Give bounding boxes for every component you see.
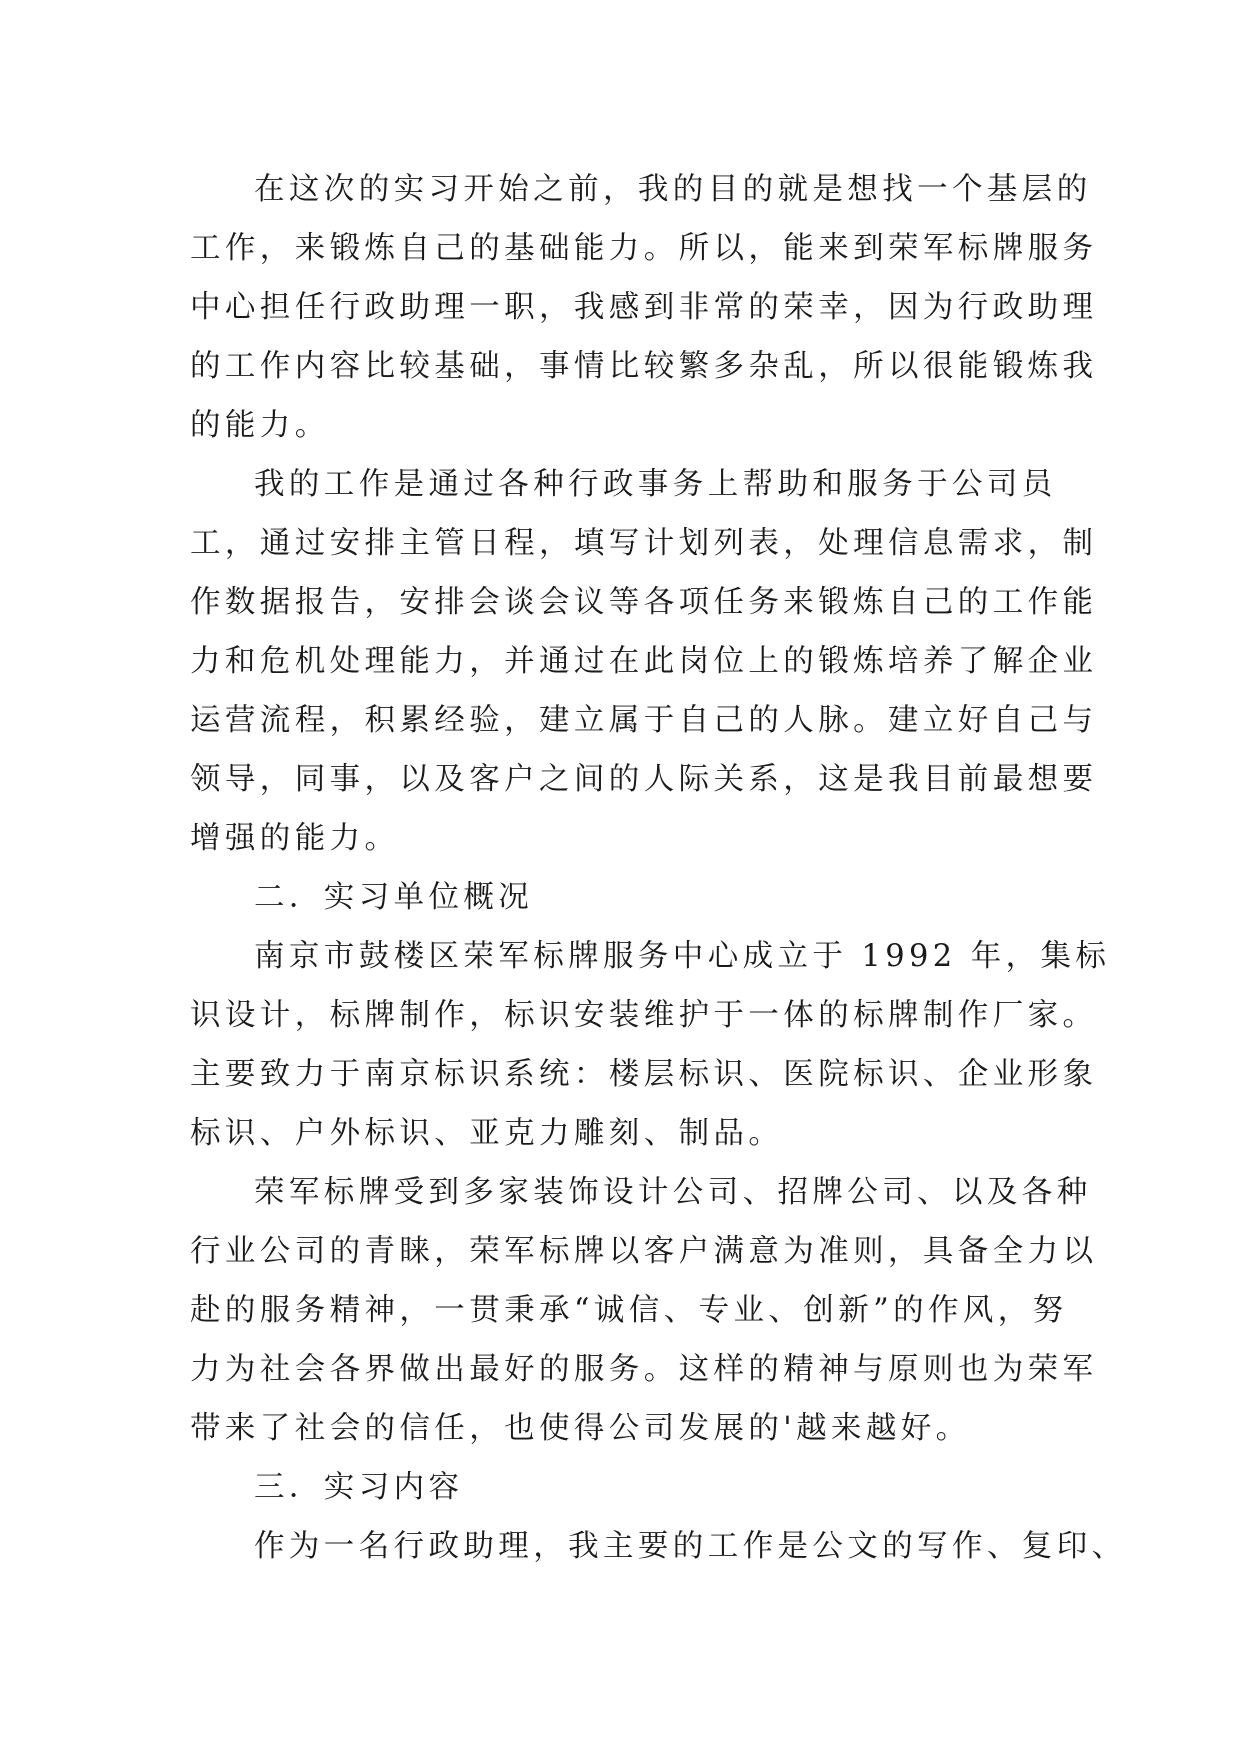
text-line: 作为一名行政助理，我主要的工作是公文的写作、复印、 (254, 1529, 1127, 1564)
text-line: 我的工作是通过各种行政事务上帮助和服务于公司员 (254, 467, 1057, 502)
text-line: 的工作内容比较基础，事情比较繁多杂乱，所以很能锻炼我 (190, 349, 1098, 384)
text-line: 中心担任行政助理一职，我感到非常的荣幸，因为行政助理 (190, 290, 1098, 325)
text-line: 运营流程，积累经验，建立属于自己的人脉。建立好自己与 (190, 703, 1098, 738)
section-heading: 二．实习单位概况 (254, 880, 534, 915)
text-line: 领导，同事，以及客户之间的人际关系，这是我目前最想要 (190, 762, 1098, 797)
section-heading: 三．实习内容 (254, 1470, 464, 1505)
text-line: 标识、户外标识、亚克力雕刻、制品。 (190, 1116, 784, 1151)
text-line: 识设计，标牌制作，标识安装维护于一体的标牌制作厂家。 (190, 998, 1098, 1033)
text-line: 带来了社会的信任，也使得公司发展的'越来越好。 (190, 1411, 971, 1446)
text-line: 工，通过安排主管日程，填写计划列表，处理信息需求，制 (190, 526, 1098, 561)
text-line: 力和危机处理能力，并通过在此岗位上的锻炼培养了解企业 (190, 644, 1098, 679)
text-line: 行业公司的青睐，荣军标牌以客户满意为准则，具备全力以 (190, 1234, 1098, 1269)
text-line: 在这次的实习开始之前，我的目的就是想找一个基层的 (254, 172, 1092, 207)
text-line: 力为社会各界做出最好的服务。这样的精神与原则也为荣军 (190, 1352, 1098, 1387)
text-line: 工作，来锻炼自己的基础能力。所以，能来到荣军标牌服务 (190, 231, 1098, 266)
text-line: 的能力。 (190, 408, 330, 443)
text-line: 主要致力于南京标识系统：楼层标识、医院标识、企业形象 (190, 1057, 1098, 1092)
text-line: 荣军标牌受到多家装饰设计公司、招牌公司、以及各种 (254, 1175, 1092, 1210)
text-line: 南京市鼓楼区荣军标牌服务中心成立于 1992 年，集标 (254, 939, 1111, 974)
body-text (190, 160, 1127, 1576)
text-line: 赴的服务精神，一贯秉承“诚信、专业、创新”的作风，努 (190, 1293, 1068, 1328)
text-line: 作数据报告，安排会谈会议等各项任务来锻炼自己的工作能 (190, 585, 1098, 620)
text-line: 增强的能力。 (190, 821, 400, 856)
